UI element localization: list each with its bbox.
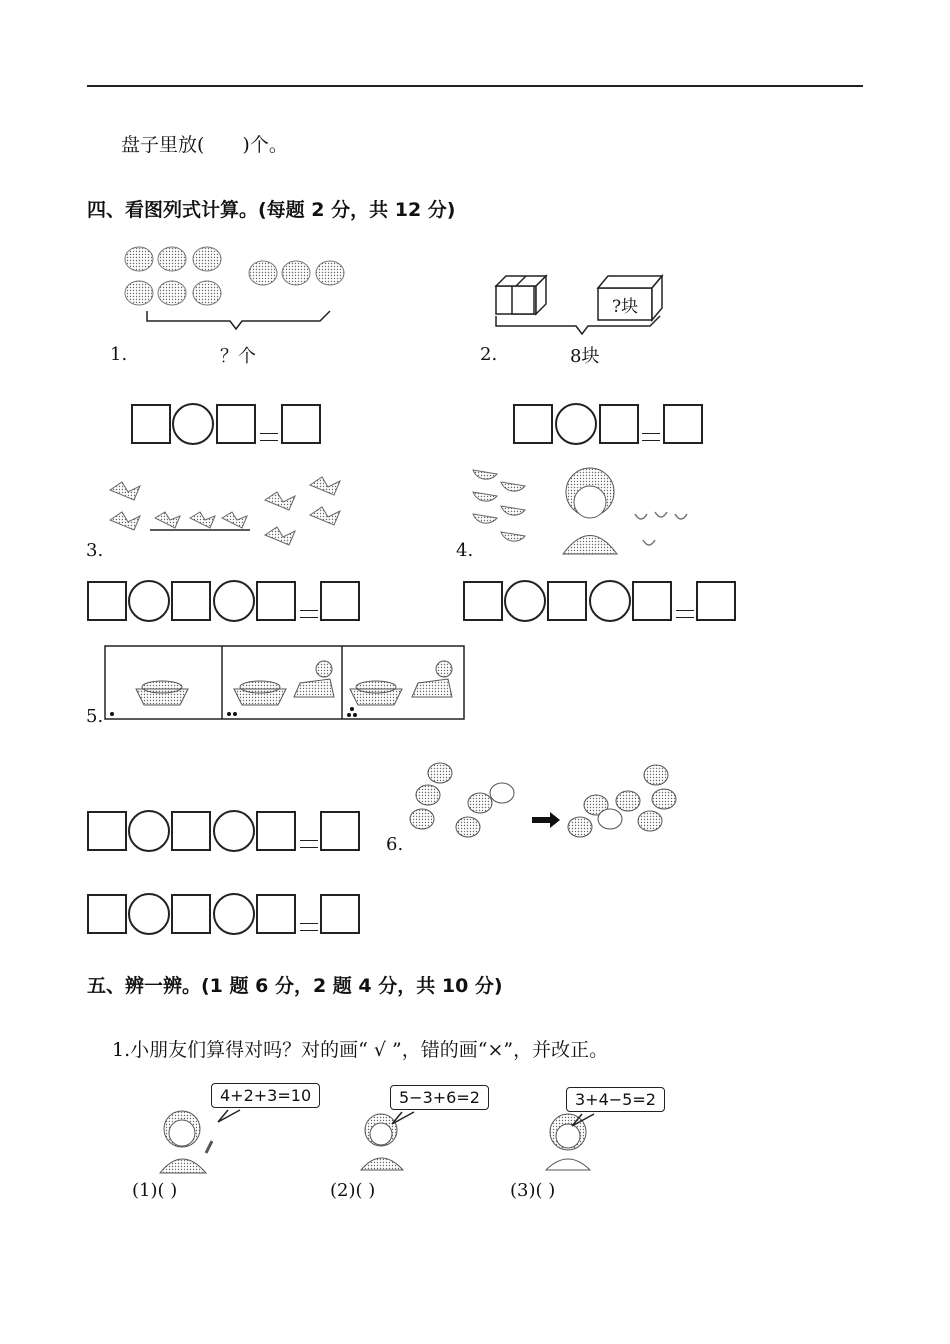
- speech-bubble-3: 3+4−5=2: [566, 1087, 665, 1112]
- q2-label: 2.: [480, 344, 498, 365]
- section-4-title: 四、看图列式计算。(每题 2 分，共 12 分): [87, 199, 456, 221]
- q1-label: 1.: [110, 344, 128, 365]
- item-2-answer[interactable]: [330, 1180, 375, 1201]
- item-1-label: (1): [132, 1180, 158, 1201]
- q1-question: ？个: [220, 346, 256, 367]
- q4-label: 4.: [456, 540, 474, 561]
- speech-bubble-1: 4+2+3=10: [211, 1083, 320, 1108]
- item-3-label: (3): [510, 1180, 536, 1201]
- plate-question-prefix: 盘子里放(: [121, 134, 205, 156]
- section-5-title: 五、辨一辨。(1 题 6 分，2 题 4 分，共 10 分): [87, 975, 503, 997]
- block-unknown-label: ?块: [612, 297, 639, 317]
- item-3-blank[interactable]: ( ): [535, 1180, 556, 1201]
- plate-question-suffix: )个。: [242, 134, 288, 156]
- section-5-q1-text: 1.小朋友们算得对吗？对的画“ √ ”，错的画“×”，并改正。: [112, 1039, 609, 1061]
- item-3-answer[interactable]: [510, 1180, 555, 1201]
- q3-label: 3.: [86, 540, 104, 561]
- item-1-blank[interactable]: ( ): [157, 1180, 178, 1201]
- item-2-label: (2): [330, 1180, 356, 1201]
- q2-total: 8块: [570, 346, 600, 367]
- speech-bubble-2: 5−3+6=2: [390, 1085, 489, 1110]
- q6-label: 6.: [386, 834, 404, 855]
- q5-label: 5.: [86, 706, 104, 727]
- item-1-answer[interactable]: [132, 1180, 177, 1201]
- item-2-blank[interactable]: ( ): [355, 1180, 376, 1201]
